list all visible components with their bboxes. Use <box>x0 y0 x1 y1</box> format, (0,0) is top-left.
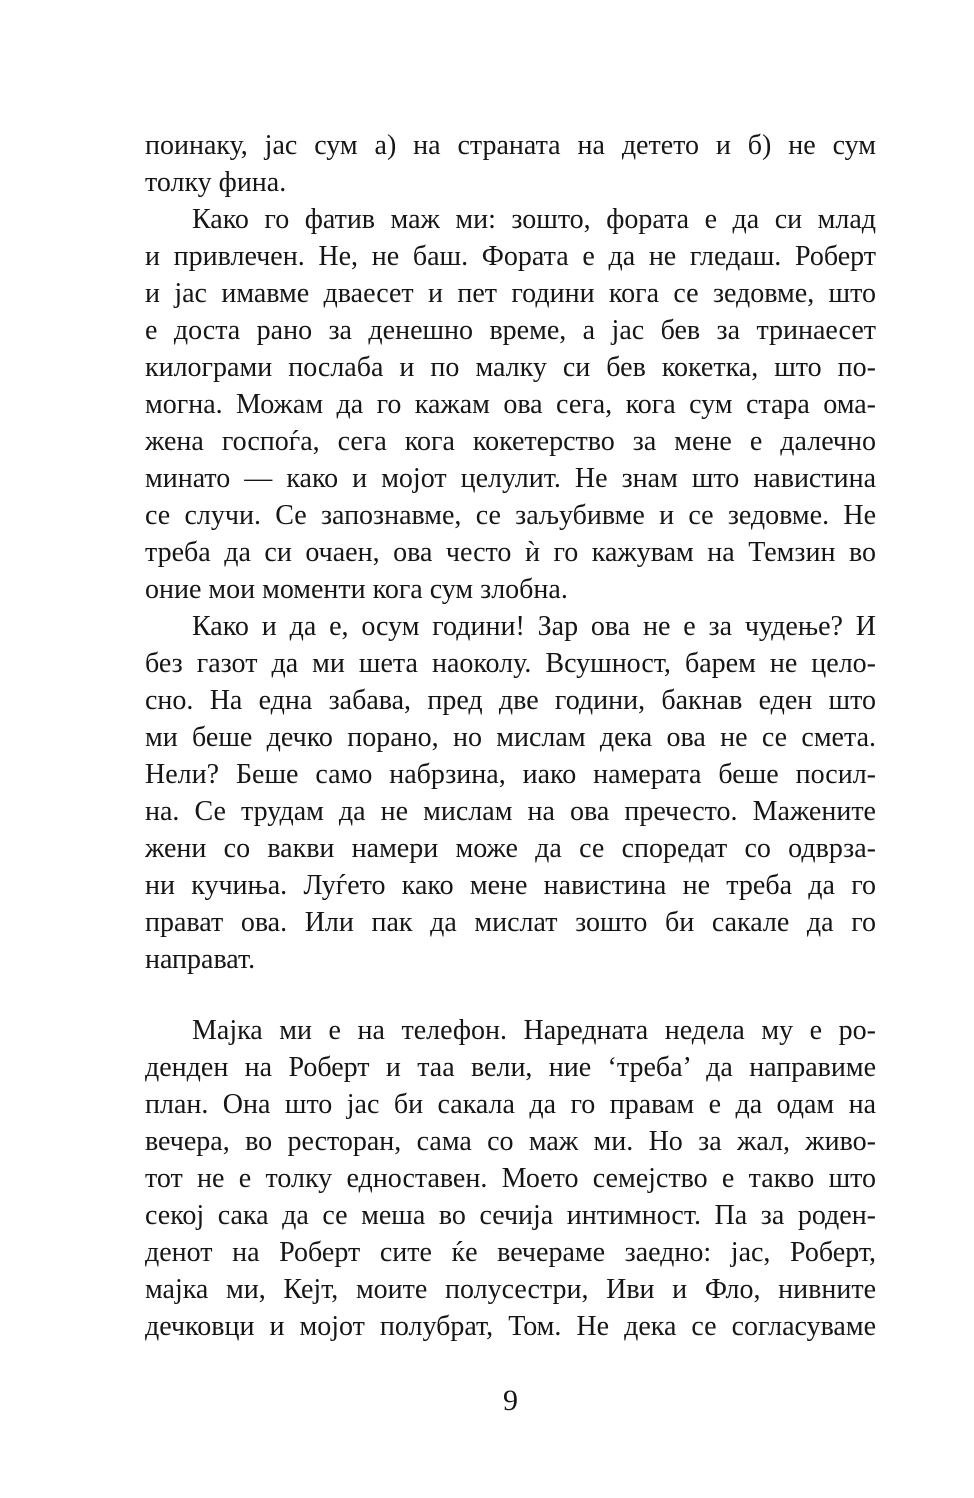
text-line: ми беше дечко порано, но мислам дека ова не се смета. <box>145 722 876 753</box>
text-line: и јас имавме дваесет и пет години кога се зедовме, што <box>145 278 876 309</box>
text-line: поинаку, јас сум а) на страната на детето и б) не сум <box>145 130 876 161</box>
text-line: Како и да е, осум години! Зар ова не е за чудење? И <box>192 611 876 642</box>
text-line: без газот да ми шета наоколу. Всушност, барем не цело- <box>145 648 876 679</box>
text-line: могна. Можам да го кажам ова сега, кога сум стара ома- <box>145 389 876 420</box>
text-line: ни кучиња. Луѓето како мене навистина не треба да го <box>145 870 876 901</box>
paragraph <box>145 1012 876 1345</box>
text-line: Мајка ми е на телефон. Наредната недела му е ро- <box>192 1015 876 1046</box>
text-line: Нели? Беше само набрзина, иако намерата беше посил- <box>145 759 876 790</box>
text-line: дечковци и мојот полубрат, Том. Не дека се согласуваме <box>145 1311 876 1342</box>
page-number: 9 <box>503 1384 518 1417</box>
text-line: се случи. Се запознавме, се заљубивме и се зедовме. Не <box>145 500 876 531</box>
paragraph <box>145 608 876 978</box>
text-line: вечера, во ресторан, сама со маж ми. Но за жал, живо- <box>145 1126 876 1157</box>
text-line: килограми послаба и по малку си бев кокетка, што по- <box>145 352 876 383</box>
text-line: секој сака да се меша во сечија интимност. Па за роден- <box>145 1200 876 1231</box>
text-line: жена госпоѓа, сега кога кокетерство за мене е далечно <box>145 426 876 457</box>
paragraph <box>145 127 876 201</box>
text-line: треба да си очаен, ова често ѝ го кажувам на Темзин во <box>145 537 876 568</box>
text-line: план. Она што јас би сакала да го правам е да одам на <box>145 1089 876 1120</box>
text-line: тот не е толку едноставен. Моето семејство е такво што <box>145 1163 876 1194</box>
text-line: денден на Роберт и таа вели, ние ‘треба’ да направиме <box>145 1052 876 1083</box>
text-line: Како го фатив маж ми: зошто, фората е да си млад <box>192 204 876 235</box>
text-line: направат. <box>145 944 256 975</box>
text-line: денот на Роберт сите ќе вечераме заедно: јас, Роберт, <box>145 1237 876 1268</box>
text-line: минато — како и мојот целулит. Не знам што навистина <box>145 463 876 494</box>
text-line: мајка ми, Кејт, моите полусестри, Иви и Фло, нивните <box>145 1274 876 1305</box>
text-line: оние мои моменти кога сум злобна. <box>145 574 568 605</box>
text-line: жени со вакви намери може да се споредат со одврза- <box>145 833 876 864</box>
text-line: толку фина. <box>145 167 287 198</box>
text-line: прават ова. Или пак да мислат зошто би сакале да го <box>145 907 876 938</box>
text-block <box>145 127 876 1345</box>
text-line: сно. На една забава, пред две години, бакнав еден што <box>145 685 876 716</box>
text-line: на. Се трудам да не мислам на ова пречесто. Мажените <box>145 796 876 827</box>
paragraph <box>145 201 876 608</box>
text-line: и привлечен. Не, не баш. Фората е да не гледаш. Роберт <box>145 241 876 272</box>
text-line: е доста рано за денешно време, а јас бев за тринаесет <box>145 315 876 346</box>
